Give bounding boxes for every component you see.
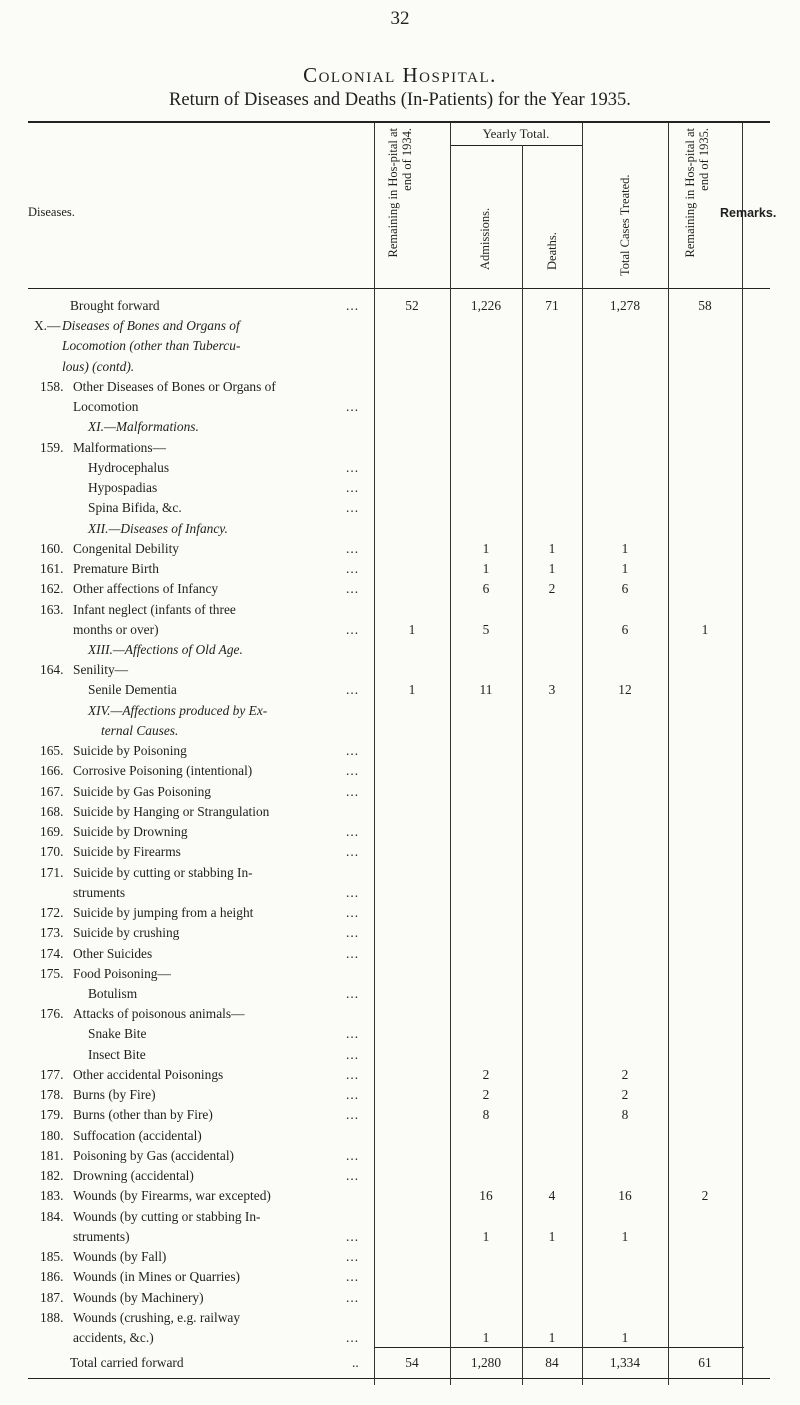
row-leader-dots: ...: [346, 1168, 360, 1183]
row-label: Suicide by crushing: [73, 925, 180, 940]
row-label: Senile Dementia: [88, 682, 177, 697]
row-label: XIV.—Affections produced by Ex-: [88, 703, 268, 718]
table-row: [0, 1087, 800, 1103]
cell-deaths: 2: [548, 581, 556, 596]
page-subtitle: Return of Diseases and Deaths (In-Patients) for the Year 1935.: [169, 90, 631, 110]
table-row: [0, 419, 800, 435]
cell-total-cases: 1: [621, 1229, 629, 1244]
row-leader-dots: ...: [346, 1047, 360, 1062]
row-label: Locomotion: [73, 399, 139, 414]
table-row: [0, 1128, 800, 1144]
row-leader-dots: ...: [346, 480, 360, 495]
row-leader-dots: ...: [346, 1026, 360, 1041]
cell-remaining-end: 1: [701, 622, 709, 637]
table-row: [0, 1209, 800, 1225]
row-leader-dots: ...: [346, 1290, 360, 1305]
table-row: [0, 682, 800, 698]
cell-remaining-start: 52: [405, 298, 419, 313]
row-index: 168.: [40, 804, 64, 819]
table-row: [0, 318, 800, 334]
table-row: [0, 561, 800, 577]
row-label: Poisoning by Gas (accidental): [73, 1148, 235, 1163]
row-leader-dots: ...: [346, 1087, 360, 1102]
table-row: [0, 1249, 800, 1265]
table-row: [0, 602, 800, 618]
cell-total-cases: 1,278: [609, 298, 641, 313]
row-label: ternal Causes.: [101, 723, 179, 738]
row-leader-dots: ...: [346, 682, 360, 697]
row-label: Suicide by jumping from a height: [73, 905, 254, 920]
table-row: [0, 500, 800, 516]
row-label: Diseases of Bones and Organs of: [62, 318, 240, 333]
row-index: 187.: [40, 1290, 64, 1305]
header-remaining-start: Remaining in Hos-pital at end of 1934.: [386, 128, 414, 258]
table-row: [0, 784, 800, 800]
row-label: Botulism: [88, 986, 138, 1001]
cell-admissions: 5: [482, 622, 490, 637]
table-bottom-rule: [28, 1378, 770, 1379]
row-label: Wounds (by Firearms, war excepted): [73, 1188, 271, 1203]
row-index: 179.: [40, 1107, 64, 1122]
row-label: Infant neglect (infants of three: [73, 602, 236, 617]
table-row: [0, 642, 800, 658]
row-label: Suicide by Hanging or Strangulation: [73, 804, 270, 819]
row-label: Hydrocephalus: [88, 460, 170, 475]
table-row: [0, 865, 800, 881]
cell-admissions: 2: [482, 1087, 490, 1102]
cell-admissions: 2: [482, 1067, 490, 1082]
page-title: Colonial Hospital.: [303, 63, 497, 87]
table-row: [0, 399, 800, 415]
table-row: [0, 581, 800, 597]
table-row: [0, 662, 800, 678]
row-label: Suicide by Gas Poisoning: [73, 784, 211, 799]
total-remaining-start: 54: [405, 1355, 419, 1370]
table-row: [0, 541, 800, 557]
row-index: 164.: [40, 662, 64, 677]
row-index: 177.: [40, 1067, 64, 1082]
row-label: struments): [73, 1229, 130, 1244]
row-label: Premature Birth: [73, 561, 159, 576]
row-label: Corrosive Poisoning (intentional): [73, 763, 253, 778]
cell-deaths: 71: [545, 298, 559, 313]
row-index: 165.: [40, 743, 64, 758]
table-row: [0, 804, 800, 820]
row-index: 184.: [40, 1209, 64, 1224]
row-label: Food Poisoning—: [73, 966, 171, 981]
cell-total-cases: 1: [621, 541, 629, 556]
table-row: [0, 1229, 800, 1245]
cell-total-cases: 8: [621, 1107, 629, 1122]
cell-deaths: 4: [548, 1188, 556, 1203]
row-label: Insect Bite: [88, 1047, 146, 1062]
row-index: 161.: [40, 561, 64, 576]
header-admissions: Admissions.: [478, 207, 492, 270]
row-leader-dots: ...: [346, 1269, 360, 1284]
row-leader-dots: ...: [346, 763, 360, 778]
row-label: Suicide by Drowning: [73, 824, 188, 839]
cell-remaining-start: 1: [408, 682, 416, 697]
cell-total-cases: 2: [621, 1067, 629, 1082]
cell-admissions: 1: [482, 1229, 490, 1244]
row-leader-dots: ...: [346, 844, 360, 859]
table-row: [0, 905, 800, 921]
table-row: [0, 460, 800, 476]
row-label: Malformations—: [73, 440, 166, 455]
row-leader-dots: ...: [346, 905, 360, 920]
row-label: XI.—Malformations.: [88, 419, 199, 434]
table-row: [0, 1168, 800, 1184]
cell-admissions: 1: [482, 541, 490, 556]
total-cases: 1,334: [609, 1355, 641, 1370]
row-index: 162.: [40, 581, 64, 596]
row-index: 170.: [40, 844, 64, 859]
row-leader-dots: ...: [346, 946, 360, 961]
table-row: [0, 763, 800, 779]
row-index: 171.: [40, 865, 64, 880]
row-index: 160.: [40, 541, 64, 556]
row-index: 167.: [40, 784, 64, 799]
table-row: [0, 521, 800, 537]
row-index: 173.: [40, 925, 64, 940]
cell-total-cases: 1: [621, 1330, 629, 1345]
cell-total-cases: 2: [621, 1087, 629, 1102]
cell-deaths: 1: [548, 1330, 556, 1345]
cell-admissions: 8: [482, 1107, 490, 1122]
row-label: Suicide by Poisoning: [73, 743, 187, 758]
row-label: lous) (contd).: [62, 359, 135, 374]
row-label: Drowning (accidental): [73, 1168, 194, 1183]
cell-deaths: 1: [548, 561, 556, 576]
row-label: Other Suicides: [73, 946, 153, 961]
row-label: Other accidental Poisonings: [73, 1067, 224, 1082]
cell-remaining-start: 1: [408, 622, 416, 637]
table-row: [0, 824, 800, 840]
row-index: 186.: [40, 1269, 64, 1284]
row-index: 174.: [40, 946, 64, 961]
row-leader-dots: ...: [346, 399, 360, 414]
table-row: [0, 338, 800, 354]
row-label: Burns (other than by Fire): [73, 1107, 213, 1122]
header-total-cases: Total Cases Treated.: [618, 174, 632, 276]
row-label: Attacks of poisonous animals—: [73, 1006, 245, 1021]
cell-admissions: 1: [482, 561, 490, 576]
row-label: Suffocation (accidental): [73, 1128, 202, 1143]
table-row: [0, 1148, 800, 1164]
header-diseases: Diseases.: [28, 205, 75, 219]
row-leader-dots: ...: [346, 460, 360, 475]
row-label: Suicide by cutting or stabbing In-: [73, 865, 253, 880]
total-label: Total carried forward: [70, 1355, 184, 1370]
row-index: 183.: [40, 1188, 64, 1203]
row-leader-dots: ...: [346, 986, 360, 1001]
row-index: 180.: [40, 1128, 64, 1143]
row-index: 158.: [40, 379, 64, 394]
table-row: [0, 1330, 800, 1346]
row-label: Burns (by Fire): [73, 1087, 156, 1102]
table-row: [0, 1006, 800, 1022]
row-label: Other affections of Infancy: [73, 581, 219, 596]
row-index: 188.: [40, 1310, 64, 1325]
table-row: [0, 1026, 800, 1042]
row-label: Suicide by Firearms: [73, 844, 181, 859]
table-row: [0, 1107, 800, 1123]
cell-deaths: 1: [548, 541, 556, 556]
row-label: Other Diseases of Bones or Organs of: [73, 379, 276, 394]
page-number: 32: [390, 8, 410, 29]
table-row: [0, 703, 800, 719]
header-remarks: Remarks.: [720, 206, 777, 220]
row-label: XII.—Diseases of Infancy.: [88, 521, 228, 536]
table-row: [0, 925, 800, 941]
row-label: months or over): [73, 622, 159, 637]
table-row: [0, 1310, 800, 1326]
cell-total-cases: 6: [621, 622, 629, 637]
table-row: [0, 723, 800, 739]
row-leader-dots: ...: [346, 1067, 360, 1082]
row-label: accidents, &c.): [73, 1330, 154, 1345]
table-row: [0, 885, 800, 901]
row-label: Congenital Debility: [73, 541, 179, 556]
table-row: [0, 1047, 800, 1063]
row-label: XIII.—Affections of Old Age.: [88, 642, 243, 657]
cell-admissions: 1,226: [470, 298, 502, 313]
row-leader-dots: ...: [346, 622, 360, 637]
row-leader-dots: ...: [346, 925, 360, 940]
cell-total-cases: 1: [621, 561, 629, 576]
header-deaths: Deaths.: [545, 232, 559, 270]
row-leader-dots: ...: [346, 561, 360, 576]
row-index: 172.: [40, 905, 64, 920]
cell-remaining-end: 2: [701, 1188, 709, 1203]
cell-admissions: 1: [482, 1330, 490, 1345]
cell-total-cases: 12: [618, 682, 632, 697]
row-index: 163.: [40, 602, 64, 617]
yearly-rule: [450, 145, 582, 146]
row-label: Locomotion (other than Tubercu-: [62, 338, 241, 353]
header-yearly-total: Yearly Total.: [482, 126, 550, 141]
cell-remaining-end: 58: [698, 298, 712, 313]
row-leader-dots: ...: [346, 298, 360, 313]
row-leader-dots: ...: [346, 824, 360, 839]
cell-total-cases: 6: [621, 581, 629, 596]
row-index: 169.: [40, 824, 64, 839]
row-index: 159.: [40, 440, 64, 455]
table-row: [0, 743, 800, 759]
table-row: [0, 379, 800, 395]
cell-admissions: 6: [482, 581, 490, 596]
row-label: Wounds (by Machinery): [73, 1290, 204, 1305]
total-deaths: 84: [545, 1355, 559, 1370]
cell-deaths: 1: [548, 1229, 556, 1244]
row-label: Wounds (by cutting or stabbing In-: [73, 1209, 261, 1224]
table-row: [0, 1269, 800, 1285]
row-label: Brought forward: [70, 298, 160, 313]
row-index: 181.: [40, 1148, 64, 1163]
row-index: 166.: [40, 763, 64, 778]
row-label: Wounds (in Mines or Quarries): [73, 1269, 241, 1284]
row-index: 176.: [40, 1006, 64, 1021]
row-leader-dots: ...: [346, 1107, 360, 1122]
table-row: [0, 1188, 800, 1204]
table-row: [0, 359, 800, 375]
row-label: Senility—: [73, 662, 129, 677]
row-index: 175.: [40, 966, 64, 981]
cell-admissions: 16: [479, 1188, 493, 1203]
total-row: [0, 1355, 800, 1371]
row-index: 185.: [40, 1249, 64, 1264]
cell-deaths: 3: [548, 682, 556, 697]
table-row: [0, 966, 800, 982]
total-dots: ..: [352, 1355, 359, 1370]
row-label: Wounds (by Fall): [73, 1249, 167, 1264]
row-label: struments: [73, 885, 126, 900]
table-row: [0, 440, 800, 456]
header-remaining-end: Remaining in Hos-pital at end of 1935.: [683, 128, 711, 258]
row-leader-dots: ...: [346, 1229, 360, 1244]
row-leader-dots: ...: [346, 743, 360, 758]
row-label: Spina Bifida, &c.: [88, 500, 182, 515]
row-leader-dots: ...: [346, 784, 360, 799]
cell-total-cases: 16: [618, 1188, 632, 1203]
table-row: [0, 986, 800, 1002]
table-row: [0, 844, 800, 860]
row-label: Snake Bite: [88, 1026, 147, 1041]
row-leader-dots: ...: [346, 1249, 360, 1264]
header-bottom-rule: [28, 288, 770, 289]
row-leader-dots: ...: [346, 1330, 360, 1345]
cell-admissions: 11: [479, 682, 493, 697]
table-top-rule: [28, 121, 770, 123]
row-leader-dots: ...: [346, 1148, 360, 1163]
total-admissions: 1,280: [470, 1355, 502, 1370]
total-remaining-end: 61: [698, 1355, 712, 1370]
row-leader-dots: ...: [346, 500, 360, 515]
row-index: 178.: [40, 1087, 64, 1102]
row-label: Wounds (crushing, e.g. railway: [73, 1310, 241, 1325]
row-leader-dots: ...: [346, 581, 360, 596]
row-index: 182.: [40, 1168, 64, 1183]
table-row: [0, 1290, 800, 1306]
table-row: [0, 946, 800, 962]
row-index: X.—: [34, 318, 61, 333]
row-label: Hypospadias: [88, 480, 158, 495]
total-top-rule: [374, 1347, 744, 1348]
row-leader-dots: ...: [346, 885, 360, 900]
row-leader-dots: ...: [346, 541, 360, 556]
table-row: [0, 1067, 800, 1083]
table-row: [0, 298, 800, 314]
table-row: [0, 480, 800, 496]
table-row: [0, 622, 800, 638]
